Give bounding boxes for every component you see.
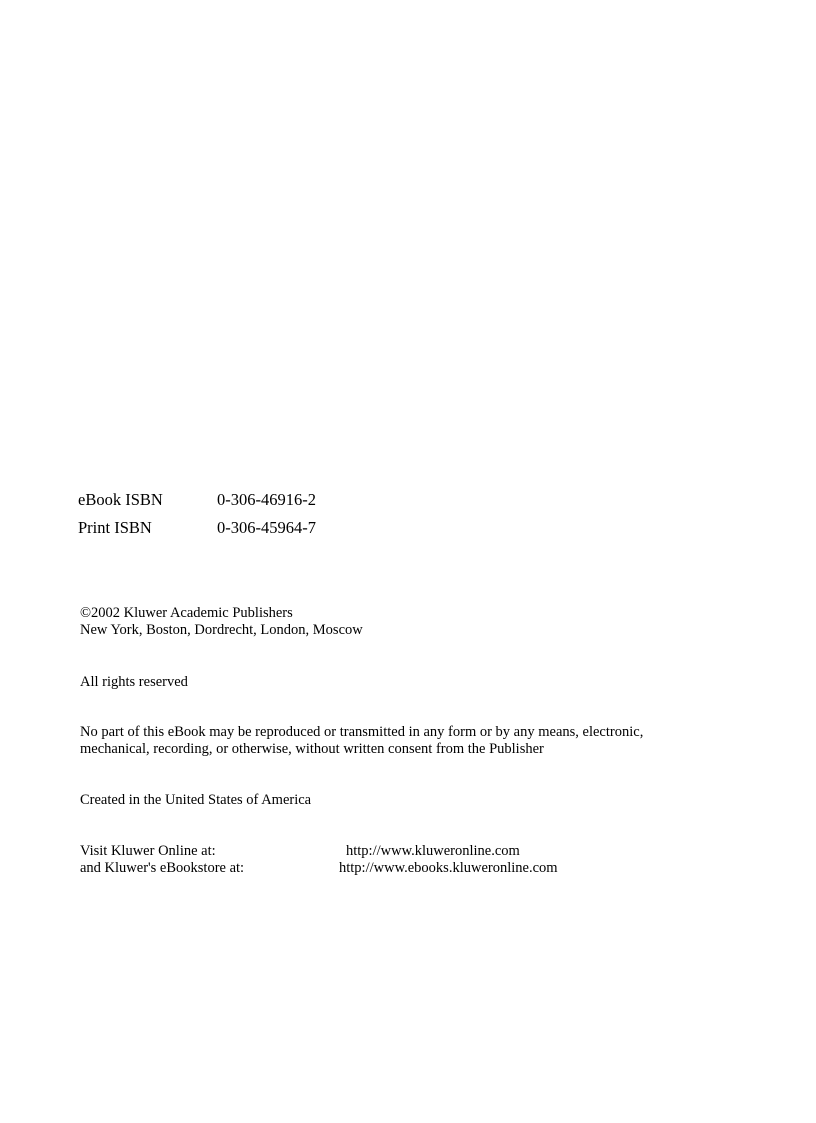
all-rights-reserved: All rights reserved [80, 674, 188, 690]
publisher-cities: New York, Boston, Dordrecht, London, Moscow [80, 622, 363, 638]
ebookstore-label: and Kluwer's eBookstore at: [80, 860, 245, 876]
rights-notice-line-1: No part of this eBook may be reproduced or transmitted in any form or by any means, electronic, [80, 724, 644, 740]
rights-notice-line-2: mechanical, recording, or otherwise, without written consent from the Publisher [80, 741, 544, 757]
ebookstore-url: http://www.ebooks.kluweronline.com [339, 860, 558, 876]
ebook-isbn-value: 0-306-46916-2 [217, 490, 316, 509]
print-isbn-value: 0-306-45964-7 [217, 518, 316, 537]
created-in-country: Created in the United States of America [80, 792, 312, 808]
copyright-notice: ©2002 Kluwer Academic Publishers [80, 605, 293, 621]
kluwer-online-url: http://www.kluweronline.com [346, 843, 520, 859]
kluwer-online-label: Visit Kluwer Online at: [80, 843, 216, 859]
ebook-isbn-label: eBook ISBN [78, 490, 163, 509]
print-isbn-label: Print ISBN [78, 518, 152, 537]
